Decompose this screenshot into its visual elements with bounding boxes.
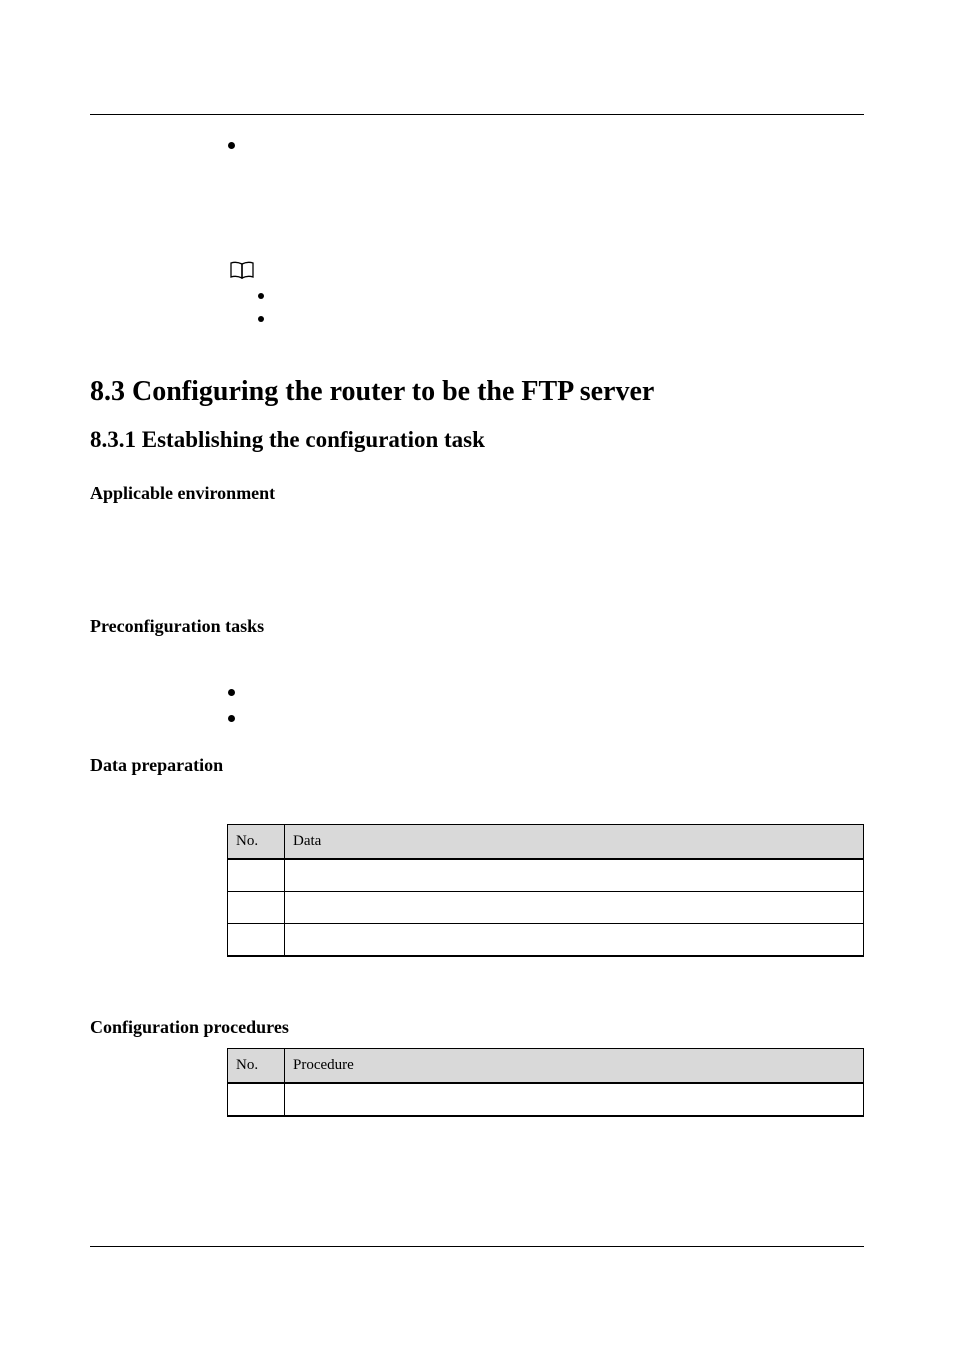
table-row (228, 859, 864, 892)
note-bullet (258, 316, 264, 322)
column-header-data: Data (285, 825, 864, 860)
heading-applicable-environment: Applicable environment (90, 483, 276, 503)
procedure-table (227, 1048, 864, 1117)
list-bullet (228, 689, 235, 696)
subsection-heading: 8.3.1 Establishing the configuration task (90, 427, 485, 452)
cell-procedure (285, 1083, 864, 1116)
table-row (228, 924, 864, 957)
cell-data (285, 859, 864, 892)
table-row (228, 1083, 864, 1116)
note-bullet (258, 293, 264, 299)
cell-no (228, 924, 285, 957)
column-header-procedure: Procedure (285, 1049, 864, 1084)
list-bullet (228, 142, 235, 149)
section-heading: 8.3 Configuring the router to be the FTP server (90, 376, 655, 407)
cell-data (285, 924, 864, 957)
column-header-no: No. (228, 1049, 285, 1084)
cell-data (285, 892, 864, 924)
table-header-row (228, 1049, 864, 1084)
book-icon (229, 261, 255, 279)
table-row (228, 892, 864, 924)
heading-data-preparation: Data preparation (90, 755, 224, 775)
heading-preconfiguration-tasks: Preconfiguration tasks (90, 616, 265, 636)
data-table (227, 824, 864, 957)
footer-rule (90, 1246, 864, 1247)
heading-configuration-procedures: Configuration procedures (90, 1017, 289, 1037)
header-rule (90, 114, 864, 115)
table-header-row (228, 825, 864, 860)
cell-no (228, 859, 285, 892)
list-bullet (228, 715, 235, 722)
column-header-no: No. (228, 825, 285, 860)
cell-no (228, 892, 285, 924)
cell-no (228, 1083, 285, 1116)
